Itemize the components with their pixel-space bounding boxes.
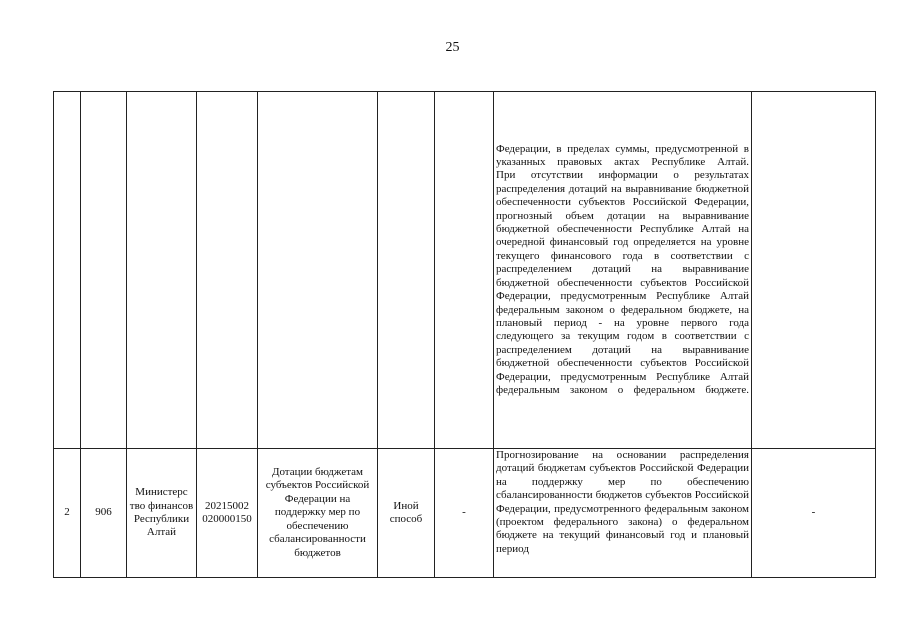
income-forecast-table: [53, 91, 876, 578]
page-number: 25: [445, 40, 460, 55]
formula-cell: [435, 449, 494, 578]
method-cell: [378, 92, 435, 449]
income-name-cell: [258, 92, 378, 449]
formula-cell: [435, 92, 494, 449]
method-cell: [378, 449, 435, 578]
note-cell: [752, 449, 876, 578]
description-paragraph: Федерации, в пределах суммы, предусмотренной в указанных правовых актах Республике Алтай.: [496, 142, 749, 169]
description-paragraph: При отсутствии информации о результатах распределения дотаций на выравнивание бюджетной обеспеченности субъектов Российской Федерации, прогнозный объем дотации на выравнивание бюджетной обеспеченности Республике Алтай на очередной финансовый год определяется на уровне текущего финансового года в соответствии с распределением дотаций на выравнивание бюджетной обеспеченности субъектов Российской Федерации, предусмотренным Республике Алтай федеральным законом о федеральном бюджете, на плановый период - на уровне первого года следующего за текущим годом в соответствии с распределением дотаций на выравнивание бюджетной обеспеченности субъектов Российской Федерации, предусмотренным Республике Алтай федеральным законом о федеральном бюджете.: [496, 169, 749, 396]
description-cell: [494, 92, 752, 449]
note-cell: [752, 92, 876, 449]
description-cell: [494, 449, 752, 578]
table-row: [54, 92, 876, 449]
code-cell: [81, 449, 127, 578]
administrator-text: Министерс тво финансов Республики Алтай: [129, 486, 194, 539]
formula-text: -: [462, 506, 466, 519]
income-name-text: Дотации бюджетам субъектов Российской Федерации на поддержку мер по обеспечению сбалансированности бюджетов: [265, 466, 370, 559]
note-text: -: [811, 506, 816, 519]
table-row: [54, 449, 876, 578]
method-text: Иной способ: [389, 499, 423, 525]
description-paragraph: Прогнозирование на основании распределения дотаций бюджетам субъектов Российской Федерации на поддержку мер по обеспечению сбалансированности бюджетов субъектов Российской Федерации, предусмотренного федеральным законом (проектом федерального закона) о федеральном бюджете на текущий финансовый год и плановый период: [496, 449, 749, 555]
income-name-cell: [258, 449, 378, 578]
administrator-cell: [127, 449, 197, 578]
kbk-cell: [197, 92, 258, 449]
row-index-cell: [54, 449, 81, 578]
kbk-cell: [197, 449, 258, 578]
description-clip: [496, 449, 749, 577]
code-text: 906: [95, 506, 112, 519]
code-cell: [81, 92, 127, 449]
kbk-text: 20215002 020000150: [202, 499, 252, 525]
row-index-text: 2: [64, 506, 70, 519]
row-index-cell: [54, 92, 81, 449]
administrator-cell: [127, 92, 197, 449]
